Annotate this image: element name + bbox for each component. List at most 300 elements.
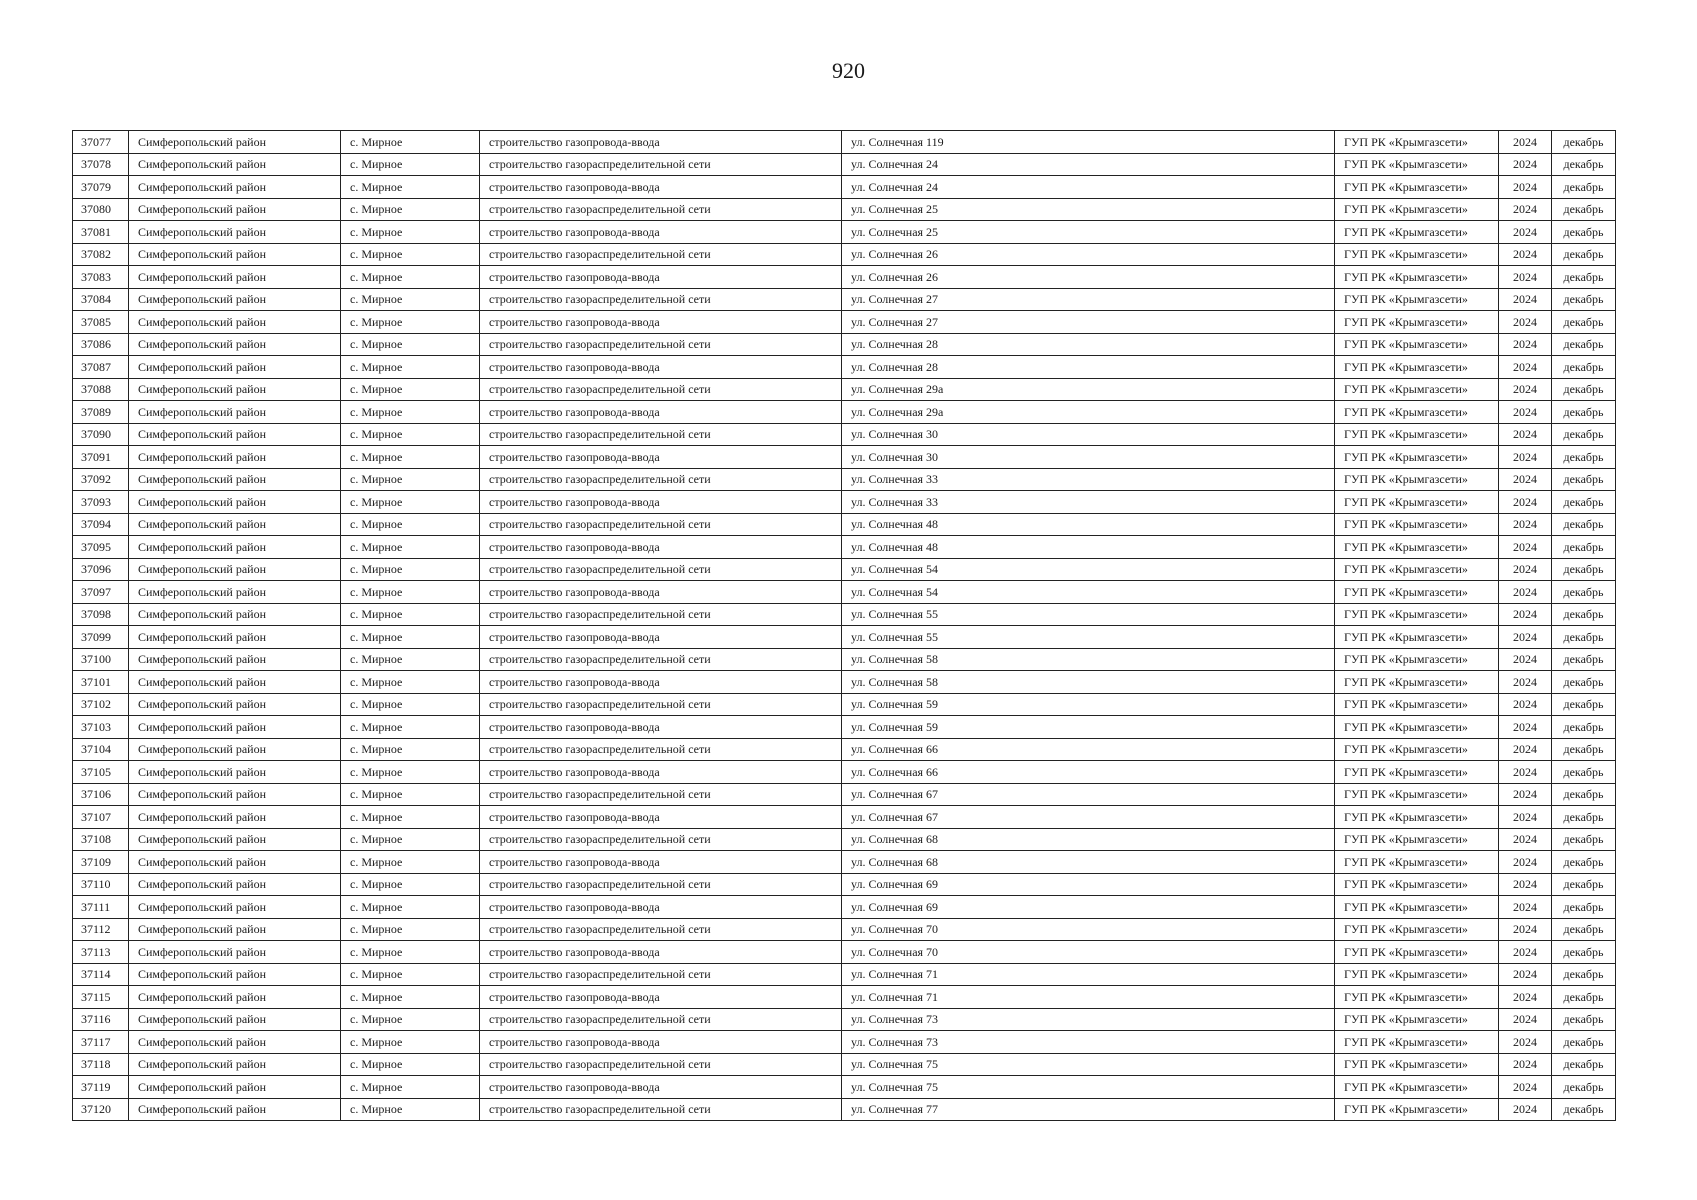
cell-address: ул. Солнечная 73 — [842, 1008, 1335, 1031]
cell-district: Симферопольский район — [129, 918, 341, 941]
cell-settlement: с. Мирное — [341, 941, 480, 964]
cell-settlement: с. Мирное — [341, 446, 480, 469]
cell-address: ул. Солнечная 68 — [842, 851, 1335, 874]
cell-organization: ГУП РК «Крымгазсети» — [1335, 378, 1499, 401]
cell-settlement: с. Мирное — [341, 176, 480, 199]
cell-organization: ГУП РК «Крымгазсети» — [1335, 806, 1499, 829]
cell-record-number: 37101 — [73, 671, 129, 694]
cell-organization: ГУП РК «Крымгазсети» — [1335, 761, 1499, 784]
cell-year: 2024 — [1499, 356, 1552, 379]
cell-record-number: 37089 — [73, 401, 129, 424]
cell-address: ул. Солнечная 70 — [842, 941, 1335, 964]
cell-record-number: 37079 — [73, 176, 129, 199]
cell-record-number: 37096 — [73, 558, 129, 581]
cell-year: 2024 — [1499, 131, 1552, 154]
cell-year: 2024 — [1499, 626, 1552, 649]
cell-month: декабрь — [1552, 513, 1616, 536]
cell-settlement: с. Мирное — [341, 896, 480, 919]
cell-district: Симферопольский район — [129, 243, 341, 266]
cell-organization: ГУП РК «Крымгазсети» — [1335, 648, 1499, 671]
cell-month: декабрь — [1552, 1098, 1616, 1121]
cell-year: 2024 — [1499, 986, 1552, 1009]
cell-work-type: строительство газораспределительной сети — [480, 873, 842, 896]
cell-address: ул. Солнечная 54 — [842, 558, 1335, 581]
table-row — [73, 468, 1616, 491]
cell-settlement: с. Мирное — [341, 828, 480, 851]
cell-year: 2024 — [1499, 378, 1552, 401]
cell-organization: ГУП РК «Крымгазсети» — [1335, 693, 1499, 716]
cell-year: 2024 — [1499, 266, 1552, 289]
cell-month: декабрь — [1552, 266, 1616, 289]
table-row — [73, 446, 1616, 469]
table-row — [73, 603, 1616, 626]
cell-month: декабрь — [1552, 738, 1616, 761]
cell-record-number: 37104 — [73, 738, 129, 761]
cell-organization: ГУП РК «Крымгазсети» — [1335, 1076, 1499, 1099]
cell-work-type: строительство газораспределительной сети — [480, 243, 842, 266]
cell-district: Симферопольский район — [129, 603, 341, 626]
cell-settlement: с. Мирное — [341, 401, 480, 424]
cell-year: 2024 — [1499, 221, 1552, 244]
cell-work-type: строительство газопровода-ввода — [480, 626, 842, 649]
cell-address: ул. Солнечная 69 — [842, 873, 1335, 896]
cell-work-type: строительство газораспределительной сети — [480, 918, 842, 941]
cell-record-number: 37080 — [73, 198, 129, 221]
cell-year: 2024 — [1499, 716, 1552, 739]
cell-work-type: строительство газопровода-ввода — [480, 716, 842, 739]
cell-settlement: с. Мирное — [341, 1053, 480, 1076]
cell-district: Симферопольский район — [129, 648, 341, 671]
cell-month: декабрь — [1552, 243, 1616, 266]
cell-year: 2024 — [1499, 581, 1552, 604]
table-row — [73, 288, 1616, 311]
table-row — [73, 536, 1616, 559]
cell-month: декабрь — [1552, 221, 1616, 244]
cell-month: декабрь — [1552, 693, 1616, 716]
cell-district: Симферопольский район — [129, 333, 341, 356]
cell-record-number: 37112 — [73, 918, 129, 941]
table-row — [73, 356, 1616, 379]
cell-organization: ГУП РК «Крымгазсети» — [1335, 828, 1499, 851]
cell-work-type: строительство газопровода-ввода — [480, 536, 842, 559]
cell-address: ул. Солнечная 29а — [842, 378, 1335, 401]
cell-work-type: строительство газопровода-ввода — [480, 761, 842, 784]
cell-settlement: с. Мирное — [341, 468, 480, 491]
table-row — [73, 401, 1616, 424]
cell-settlement: с. Мирное — [341, 986, 480, 1009]
cell-month: декабрь — [1552, 311, 1616, 334]
table-row — [73, 986, 1616, 1009]
cell-work-type: строительство газораспределительной сети — [480, 513, 842, 536]
cell-organization: ГУП РК «Крымгазсети» — [1335, 1031, 1499, 1054]
table-row — [73, 131, 1616, 154]
cell-organization: ГУП РК «Крымгазсети» — [1335, 918, 1499, 941]
cell-year: 2024 — [1499, 963, 1552, 986]
cell-year: 2024 — [1499, 401, 1552, 424]
cell-organization: ГУП РК «Крымгазсети» — [1335, 851, 1499, 874]
table-row — [73, 198, 1616, 221]
cell-address: ул. Солнечная 68 — [842, 828, 1335, 851]
cell-organization: ГУП РК «Крымгазсети» — [1335, 288, 1499, 311]
cell-year: 2024 — [1499, 513, 1552, 536]
cell-record-number: 37119 — [73, 1076, 129, 1099]
cell-record-number: 37083 — [73, 266, 129, 289]
cell-year: 2024 — [1499, 1053, 1552, 1076]
page-number: 920 — [832, 58, 865, 83]
cell-organization: ГУП РК «Крымгазсети» — [1335, 626, 1499, 649]
cell-work-type: строительство газораспределительной сети — [480, 333, 842, 356]
cell-district: Симферопольский район — [129, 446, 341, 469]
cell-month: декабрь — [1552, 648, 1616, 671]
cell-organization: ГУП РК «Крымгазсети» — [1335, 491, 1499, 514]
cell-organization: ГУП РК «Крымгазсети» — [1335, 176, 1499, 199]
cell-district: Симферопольский район — [129, 423, 341, 446]
cell-settlement: с. Мирное — [341, 851, 480, 874]
cell-district: Симферопольский район — [129, 221, 341, 244]
cell-settlement: с. Мирное — [341, 356, 480, 379]
cell-organization: ГУП РК «Крымгазсети» — [1335, 783, 1499, 806]
cell-district: Симферопольский район — [129, 1031, 341, 1054]
cell-work-type: строительство газопровода-ввода — [480, 1076, 842, 1099]
cell-address: ул. Солнечная 24 — [842, 176, 1335, 199]
cell-address: ул. Солнечная 30 — [842, 446, 1335, 469]
cell-district: Симферопольский район — [129, 1098, 341, 1121]
table-row — [73, 558, 1616, 581]
table-row — [73, 378, 1616, 401]
cell-address: ул. Солнечная 73 — [842, 1031, 1335, 1054]
cell-district: Симферопольский район — [129, 693, 341, 716]
table-row — [73, 423, 1616, 446]
table-row — [73, 333, 1616, 356]
cell-organization: ГУП РК «Крымгазсети» — [1335, 581, 1499, 604]
cell-district: Симферопольский район — [129, 131, 341, 154]
cell-record-number: 37095 — [73, 536, 129, 559]
cell-district: Симферопольский район — [129, 468, 341, 491]
cell-organization: ГУП РК «Крымгазсети» — [1335, 1053, 1499, 1076]
cell-month: декабрь — [1552, 491, 1616, 514]
cell-settlement: с. Мирное — [341, 288, 480, 311]
cell-record-number: 37098 — [73, 603, 129, 626]
cell-work-type: строительство газопровода-ввода — [480, 266, 842, 289]
cell-district: Симферопольский район — [129, 738, 341, 761]
cell-year: 2024 — [1499, 446, 1552, 469]
cell-address: ул. Солнечная 66 — [842, 738, 1335, 761]
cell-address: ул. Солнечная 66 — [842, 761, 1335, 784]
cell-year: 2024 — [1499, 896, 1552, 919]
cell-record-number: 37107 — [73, 806, 129, 829]
cell-settlement: с. Мирное — [341, 738, 480, 761]
cell-address: ул. Солнечная 27 — [842, 311, 1335, 334]
cell-year: 2024 — [1499, 806, 1552, 829]
cell-month: декабрь — [1552, 603, 1616, 626]
cell-address: ул. Солнечная 28 — [842, 333, 1335, 356]
cell-address: ул. Солнечная 25 — [842, 221, 1335, 244]
cell-settlement: с. Мирное — [341, 536, 480, 559]
cell-work-type: строительство газопровода-ввода — [480, 176, 842, 199]
cell-district: Симферопольский район — [129, 828, 341, 851]
cell-year: 2024 — [1499, 536, 1552, 559]
cell-district: Симферопольский район — [129, 288, 341, 311]
cell-address: ул. Солнечная 77 — [842, 1098, 1335, 1121]
cell-month: декабрь — [1552, 1008, 1616, 1031]
cell-district: Симферопольский район — [129, 536, 341, 559]
cell-work-type: строительство газораспределительной сети — [480, 783, 842, 806]
cell-year: 2024 — [1499, 828, 1552, 851]
cell-month: декабрь — [1552, 333, 1616, 356]
cell-district: Симферопольский район — [129, 873, 341, 896]
cell-month: декабрь — [1552, 288, 1616, 311]
cell-organization: ГУП РК «Крымгазсети» — [1335, 131, 1499, 154]
cell-work-type: строительство газопровода-ввода — [480, 491, 842, 514]
cell-record-number: 37085 — [73, 311, 129, 334]
cell-address: ул. Солнечная 67 — [842, 783, 1335, 806]
cell-year: 2024 — [1499, 918, 1552, 941]
cell-work-type: строительство газораспределительной сети — [480, 963, 842, 986]
cell-address: ул. Солнечная 69 — [842, 896, 1335, 919]
cell-organization: ГУП РК «Крымгазсети» — [1335, 536, 1499, 559]
cell-record-number: 37109 — [73, 851, 129, 874]
cell-settlement: с. Мирное — [341, 558, 480, 581]
cell-district: Симферопольский район — [129, 896, 341, 919]
cell-organization: ГУП РК «Крымгазсети» — [1335, 873, 1499, 896]
cell-work-type: строительство газораспределительной сети — [480, 1098, 842, 1121]
cell-organization: ГУП РК «Крымгазсети» — [1335, 423, 1499, 446]
cell-organization: ГУП РК «Крымгазсети» — [1335, 243, 1499, 266]
cell-address: ул. Солнечная 33 — [842, 468, 1335, 491]
cell-settlement: с. Мирное — [341, 1098, 480, 1121]
cell-year: 2024 — [1499, 603, 1552, 626]
cell-settlement: с. Мирное — [341, 311, 480, 334]
table-row — [73, 671, 1616, 694]
cell-record-number: 37092 — [73, 468, 129, 491]
cell-year: 2024 — [1499, 558, 1552, 581]
cell-settlement: с. Мирное — [341, 806, 480, 829]
cell-month: декабрь — [1552, 896, 1616, 919]
cell-address: ул. Солнечная 71 — [842, 986, 1335, 1009]
cell-settlement: с. Мирное — [341, 198, 480, 221]
registry-table — [72, 130, 1616, 1121]
cell-address: ул. Солнечная 54 — [842, 581, 1335, 604]
cell-year: 2024 — [1499, 851, 1552, 874]
cell-year: 2024 — [1499, 671, 1552, 694]
cell-address: ул. Солнечная 75 — [842, 1076, 1335, 1099]
cell-settlement: с. Мирное — [341, 243, 480, 266]
cell-settlement: с. Мирное — [341, 266, 480, 289]
cell-month: декабрь — [1552, 963, 1616, 986]
cell-district: Симферопольский район — [129, 401, 341, 424]
cell-work-type: строительство газораспределительной сети — [480, 198, 842, 221]
cell-organization: ГУП РК «Крымгазсети» — [1335, 738, 1499, 761]
cell-year: 2024 — [1499, 491, 1552, 514]
cell-work-type: строительство газораспределительной сети — [480, 468, 842, 491]
cell-settlement: с. Мирное — [341, 423, 480, 446]
cell-record-number: 37091 — [73, 446, 129, 469]
cell-district: Симферопольский район — [129, 1053, 341, 1076]
cell-month: декабрь — [1552, 941, 1616, 964]
cell-year: 2024 — [1499, 783, 1552, 806]
cell-record-number: 37102 — [73, 693, 129, 716]
cell-district: Симферопольский район — [129, 671, 341, 694]
cell-year: 2024 — [1499, 1076, 1552, 1099]
cell-work-type: строительство газораспределительной сети — [480, 423, 842, 446]
cell-record-number: 37106 — [73, 783, 129, 806]
cell-settlement: с. Мирное — [341, 1031, 480, 1054]
cell-record-number: 37087 — [73, 356, 129, 379]
cell-address: ул. Солнечная 119 — [842, 131, 1335, 154]
cell-address: ул. Солнечная 59 — [842, 716, 1335, 739]
cell-month: декабрь — [1552, 446, 1616, 469]
cell-address: ул. Солнечная 67 — [842, 806, 1335, 829]
cell-record-number: 37077 — [73, 131, 129, 154]
cell-work-type: строительство газопровода-ввода — [480, 131, 842, 154]
cell-month: декабрь — [1552, 783, 1616, 806]
cell-organization: ГУП РК «Крымгазсети» — [1335, 153, 1499, 176]
cell-month: декабрь — [1552, 851, 1616, 874]
cell-address: ул. Солнечная 26 — [842, 243, 1335, 266]
cell-district: Симферопольский район — [129, 1008, 341, 1031]
cell-record-number: 37099 — [73, 626, 129, 649]
cell-settlement: с. Мирное — [341, 491, 480, 514]
cell-district: Симферопольский район — [129, 626, 341, 649]
cell-settlement: с. Мирное — [341, 581, 480, 604]
cell-settlement: с. Мирное — [341, 1076, 480, 1099]
cell-organization: ГУП РК «Крымгазсети» — [1335, 986, 1499, 1009]
cell-work-type: строительство газораспределительной сети — [480, 1053, 842, 1076]
cell-record-number: 37097 — [73, 581, 129, 604]
cell-district: Симферопольский район — [129, 153, 341, 176]
cell-settlement: с. Мирное — [341, 963, 480, 986]
cell-settlement: с. Мирное — [341, 513, 480, 536]
cell-record-number: 37090 — [73, 423, 129, 446]
cell-settlement: с. Мирное — [341, 693, 480, 716]
cell-address: ул. Солнечная 33 — [842, 491, 1335, 514]
cell-month: декабрь — [1552, 918, 1616, 941]
cell-year: 2024 — [1499, 1031, 1552, 1054]
cell-district: Симферопольский район — [129, 176, 341, 199]
cell-district: Симферопольский район — [129, 581, 341, 604]
cell-organization: ГУП РК «Крымгазсети» — [1335, 716, 1499, 739]
cell-district: Симферопольский район — [129, 761, 341, 784]
cell-work-type: строительство газопровода-ввода — [480, 1031, 842, 1054]
cell-organization: ГУП РК «Крымгазсети» — [1335, 671, 1499, 694]
registry-body — [73, 131, 1616, 1121]
cell-record-number: 37088 — [73, 378, 129, 401]
cell-address: ул. Солнечная 59 — [842, 693, 1335, 716]
cell-month: декабрь — [1552, 378, 1616, 401]
cell-year: 2024 — [1499, 1098, 1552, 1121]
table-row — [73, 716, 1616, 739]
cell-record-number: 37093 — [73, 491, 129, 514]
cell-district: Симферопольский район — [129, 716, 341, 739]
table-row — [73, 1008, 1616, 1031]
table-row — [73, 648, 1616, 671]
cell-month: декабрь — [1552, 401, 1616, 424]
cell-address: ул. Солнечная 55 — [842, 603, 1335, 626]
cell-record-number: 37108 — [73, 828, 129, 851]
cell-year: 2024 — [1499, 468, 1552, 491]
cell-district: Симферопольский район — [129, 356, 341, 379]
cell-organization: ГУП РК «Крымгазсети» — [1335, 266, 1499, 289]
cell-year: 2024 — [1499, 333, 1552, 356]
cell-year: 2024 — [1499, 288, 1552, 311]
cell-record-number: 37114 — [73, 963, 129, 986]
cell-settlement: с. Мирное — [341, 153, 480, 176]
cell-address: ул. Солнечная 29а — [842, 401, 1335, 424]
cell-year: 2024 — [1499, 873, 1552, 896]
cell-year: 2024 — [1499, 738, 1552, 761]
cell-organization: ГУП РК «Крымгазсети» — [1335, 896, 1499, 919]
cell-organization: ГУП РК «Крымгазсети» — [1335, 513, 1499, 536]
cell-work-type: строительство газопровода-ввода — [480, 311, 842, 334]
cell-work-type: строительство газораспределительной сети — [480, 828, 842, 851]
cell-month: декабрь — [1552, 558, 1616, 581]
cell-year: 2024 — [1499, 423, 1552, 446]
cell-month: декабрь — [1552, 806, 1616, 829]
cell-district: Симферопольский район — [129, 198, 341, 221]
cell-work-type: строительство газораспределительной сети — [480, 1008, 842, 1031]
cell-work-type: строительство газопровода-ввода — [480, 986, 842, 1009]
cell-organization: ГУП РК «Крымгазсети» — [1335, 941, 1499, 964]
cell-work-type: строительство газораспределительной сети — [480, 648, 842, 671]
cell-month: декабрь — [1552, 468, 1616, 491]
cell-organization: ГУП РК «Крымгазсети» — [1335, 198, 1499, 221]
table-row — [73, 918, 1616, 941]
cell-record-number: 37081 — [73, 221, 129, 244]
cell-settlement: с. Мирное — [341, 378, 480, 401]
cell-work-type: строительство газопровода-ввода — [480, 851, 842, 874]
cell-record-number: 37113 — [73, 941, 129, 964]
cell-work-type: строительство газопровода-ввода — [480, 446, 842, 469]
cell-month: декабрь — [1552, 626, 1616, 649]
cell-address: ул. Солнечная 28 — [842, 356, 1335, 379]
cell-settlement: с. Мирное — [341, 761, 480, 784]
cell-month: декабрь — [1552, 198, 1616, 221]
table-row — [73, 783, 1616, 806]
cell-work-type: строительство газораспределительной сети — [480, 558, 842, 581]
cell-district: Симферопольский район — [129, 558, 341, 581]
cell-year: 2024 — [1499, 648, 1552, 671]
cell-organization: ГУП РК «Крымгазсети» — [1335, 446, 1499, 469]
cell-record-number: 37116 — [73, 1008, 129, 1031]
cell-month: декабрь — [1552, 1031, 1616, 1054]
table-row — [73, 513, 1616, 536]
cell-address: ул. Солнечная 25 — [842, 198, 1335, 221]
table-row — [73, 806, 1616, 829]
cell-district: Симферопольский район — [129, 1076, 341, 1099]
cell-settlement: с. Мирное — [341, 221, 480, 244]
cell-district: Симферопольский район — [129, 311, 341, 334]
cell-month: декабрь — [1552, 671, 1616, 694]
cell-address: ул. Солнечная 55 — [842, 626, 1335, 649]
table-row — [73, 176, 1616, 199]
cell-settlement: с. Мирное — [341, 716, 480, 739]
table-row — [73, 581, 1616, 604]
cell-work-type: строительство газораспределительной сети — [480, 738, 842, 761]
cell-settlement: с. Мирное — [341, 648, 480, 671]
cell-work-type: строительство газораспределительной сети — [480, 378, 842, 401]
table-row — [73, 221, 1616, 244]
cell-district: Симферопольский район — [129, 963, 341, 986]
cell-work-type: строительство газораспределительной сети — [480, 603, 842, 626]
cell-district: Симферопольский район — [129, 941, 341, 964]
cell-organization: ГУП РК «Крымгазсети» — [1335, 963, 1499, 986]
cell-record-number: 37118 — [73, 1053, 129, 1076]
cell-year: 2024 — [1499, 1008, 1552, 1031]
cell-record-number: 37086 — [73, 333, 129, 356]
cell-month: декабрь — [1552, 761, 1616, 784]
cell-work-type: строительство газопровода-ввода — [480, 806, 842, 829]
table-row — [73, 941, 1616, 964]
